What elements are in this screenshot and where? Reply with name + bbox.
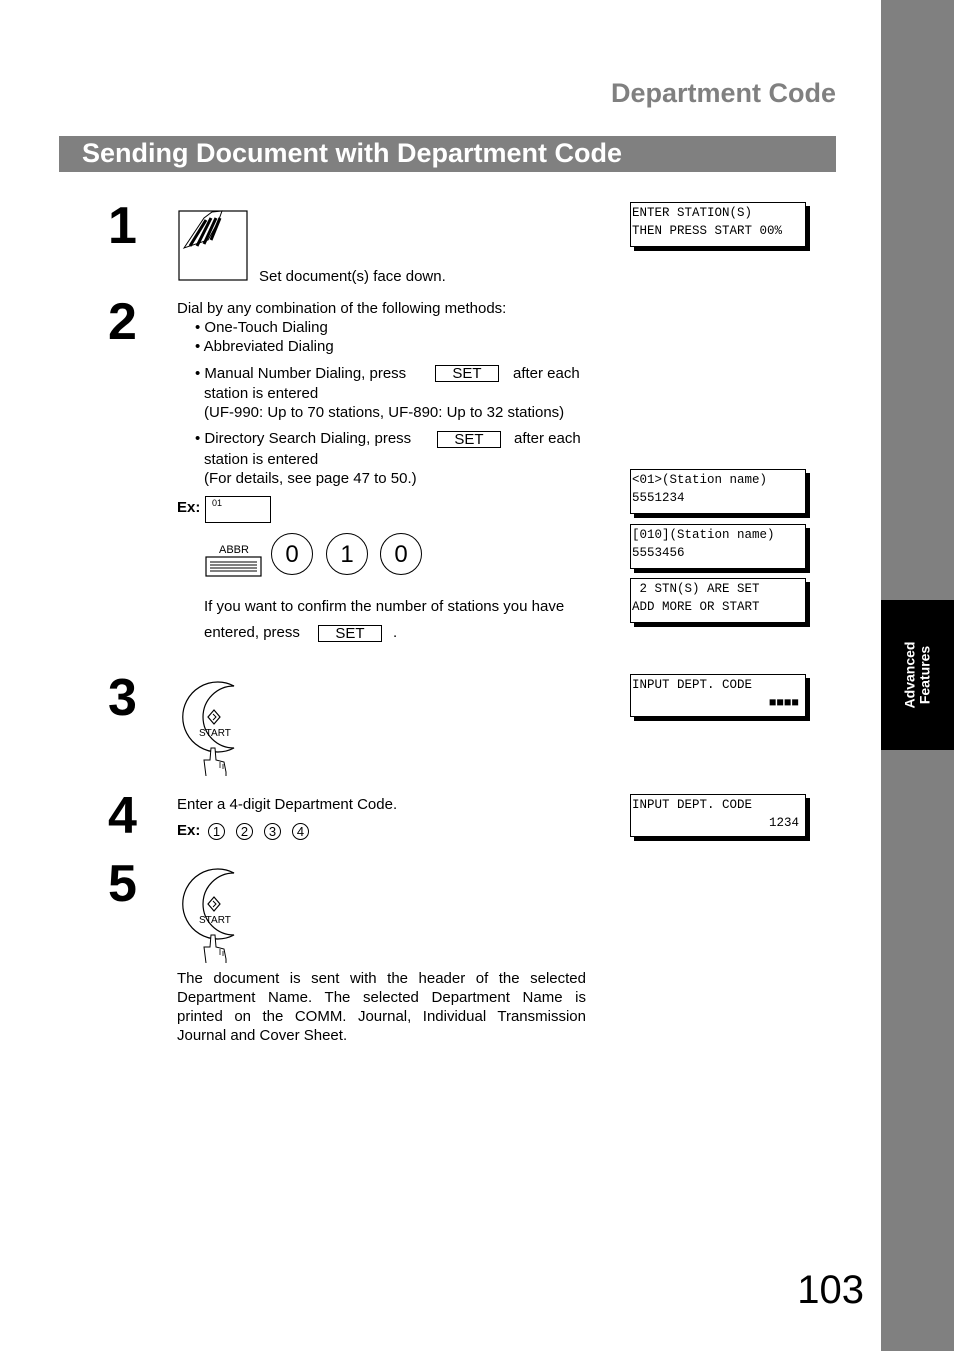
step-5-para-line2: Department Name. The selected Department Name is: [177, 989, 586, 1006]
lcd-4-line2: ADD MORE OR START: [632, 600, 760, 614]
abbr-key-icon: [205, 556, 262, 577]
side-tab-line1: Advanced: [901, 641, 918, 709]
bullet-directory: • Directory Search Dialing, press: [195, 430, 412, 447]
digit-circle-4: 4: [292, 823, 309, 840]
digit-circle-1: 1: [208, 823, 225, 840]
start-key-label: START: [199, 915, 231, 926]
set-key: SET: [437, 431, 501, 448]
lcd-display-3: [630, 524, 806, 569]
example-label: Ex:: [177, 499, 201, 516]
bullet-one-touch: • One-Touch Dialing: [195, 319, 328, 336]
one-touch-key-label: 01: [212, 498, 223, 508]
step-2-number: 2: [108, 293, 137, 351]
lcd-1-line1: ENTER STATION(S): [632, 206, 753, 220]
lcd-6-line1: INPUT DEPT. CODE: [632, 798, 753, 812]
bullet-manual-after: after each: [513, 365, 580, 382]
lcd-5-line1: INPUT DEPT. CODE: [632, 678, 753, 692]
lcd-3-line2: 5553456: [632, 546, 685, 560]
lcd-1-line2: THEN PRESS START 00%: [632, 224, 783, 238]
bullet-manual-line3: (UF-990: Up to 70 stations, UF-890: Up to 32 stations): [204, 404, 565, 421]
lcd-4-line1: 2 STN(S) ARE SET: [632, 582, 760, 596]
side-tab-label: [881, 600, 954, 750]
step-1-number: 1: [108, 197, 137, 255]
lcd-5-line2: ■■■■: [768, 696, 799, 710]
step-3-number: 3: [108, 669, 137, 727]
step-4-number: 4: [108, 787, 137, 845]
lcd-display-1: [630, 202, 806, 247]
lcd-6-line2: 1234: [768, 816, 799, 830]
digit-key-0b: 0: [380, 533, 422, 575]
abbr-label: ABBR: [219, 544, 249, 556]
step-5-para-line1: The document is sent with the header of the selected: [177, 970, 586, 987]
lcd-display-4: [630, 578, 806, 623]
bullet-manual: • Manual Number Dialing, press: [195, 365, 407, 382]
one-touch-key: [205, 496, 271, 523]
digit-key-1: 1: [326, 533, 368, 575]
bullet-abbreviated: • Abbreviated Dialing: [195, 338, 334, 355]
step-5-para-line4: Journal and Cover Sheet.: [177, 1027, 348, 1044]
lcd-display-2: [630, 469, 806, 514]
start-key-label: START: [199, 728, 231, 739]
set-key: SET: [435, 365, 499, 382]
bullet-directory-after: after each: [514, 430, 581, 447]
digit-circle-3: 3: [264, 823, 281, 840]
digit-circle-2: 2: [236, 823, 253, 840]
side-tab-line2: Features: [916, 645, 933, 705]
bullet-manual-line2: station is entered: [204, 385, 319, 402]
bullet-directory-line3: (For details, see page 47 to 50.): [204, 470, 417, 487]
lcd-2-line2: 5551234: [632, 491, 685, 505]
page-heading: Sending Document with Department Code: [82, 138, 623, 168]
step-4-text: Enter a 4-digit Department Code.: [177, 796, 398, 813]
bullet-directory-line2: station is entered: [204, 451, 319, 468]
lcd-3-line1: [010](Station name): [632, 528, 775, 542]
set-key: SET: [318, 625, 382, 642]
lcd-display-5: [630, 674, 806, 717]
digit-key-0: 0: [271, 533, 313, 575]
step-4-example-label: Ex:: [177, 822, 201, 839]
lcd-display-6: [630, 794, 806, 837]
step-5-para-line3: printed on the COMM. Journal, Individual Transmission: [177, 1008, 586, 1025]
lcd-2-line1: <01>(Station name): [632, 473, 768, 487]
confirm-period: .: [393, 624, 398, 641]
document-face-down-icon: [178, 210, 250, 282]
confirm-line1: If you want to confirm the number of stations you have: [204, 598, 565, 615]
step-5-number: 5: [108, 855, 137, 913]
step-1-text: Set document(s) face down.: [259, 268, 446, 285]
confirm-line2: entered, press: [204, 624, 300, 641]
section-title: Department Code: [610, 78, 836, 108]
page-number: 103: [797, 1268, 864, 1312]
step-2-intro: Dial by any combination of the following methods:: [177, 300, 507, 317]
